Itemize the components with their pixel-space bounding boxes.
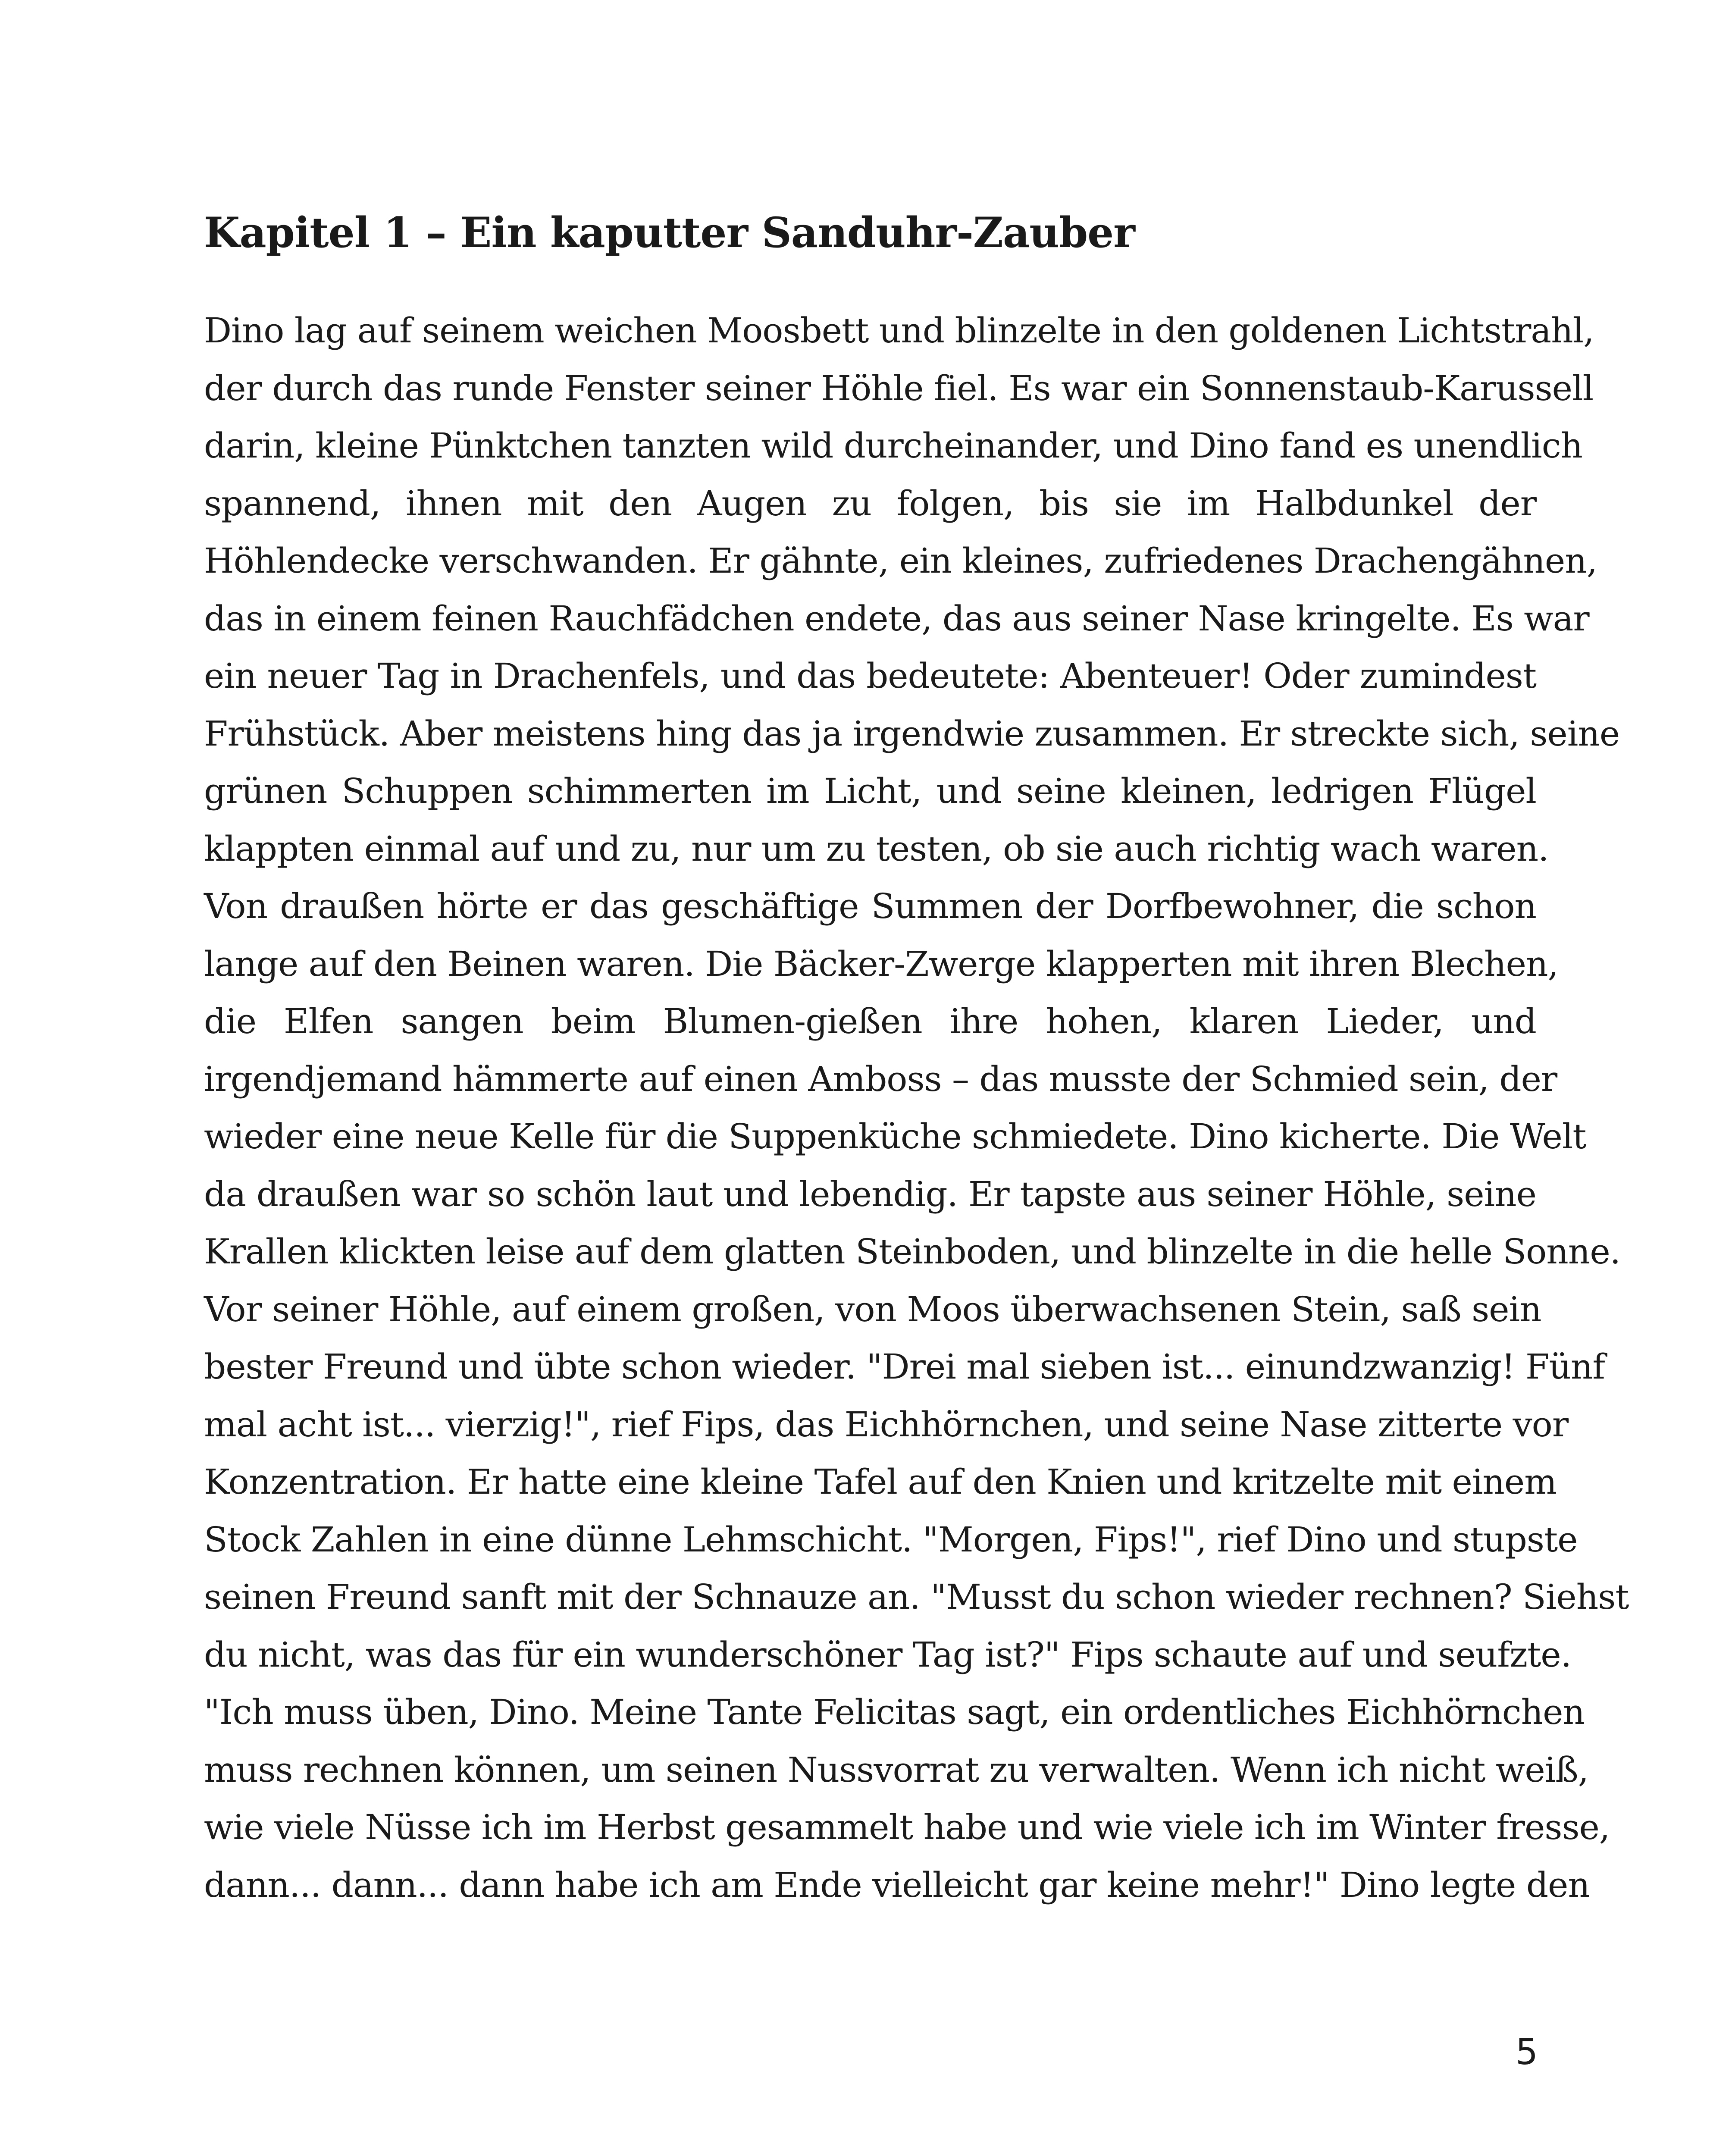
text-line: Frühstück. Aber meistens hing das ja irgendwie zusammen. Er streckte sich, seine <box>204 713 1620 754</box>
text-line: lange auf den Beinen waren. Die Bäcker-Zwerge klapperten mit ihren Blechen, <box>204 943 1558 984</box>
text-line: das in einem feinen Rauchfädchen endete, das aus seiner Nase kringelte. Es war <box>204 598 1589 639</box>
text-line: spannend, ihnen mit den Augen zu folgen, bis sie im Halbdunkel der <box>204 483 1536 523</box>
text-line: Von draußen hörte er das geschäftige Summen der Dorfbewohner, die schon <box>204 886 1536 926</box>
text-line: wie viele Nüsse ich im Herbst gesammelt habe und wie viele ich im Winter fresse, <box>204 1807 1610 1847</box>
text-line: bester Freund und übte schon wieder. "Drei mal sieben ist... einundzwanzig! Fünf <box>204 1347 1605 1387</box>
chapter-title: Kapitel 1 – Ein kaputter Sanduhr-Zauber <box>204 208 1135 257</box>
text-line: ein neuer Tag in Drachenfels, und das bedeutete: Abenteuer! Oder zumindest <box>204 656 1536 696</box>
text-line: du nicht, was das für ein wunderschöner Tag ist?" Fips schaute auf und seufzte. <box>204 1634 1571 1675</box>
page-number: 5 <box>1515 2032 1538 2073</box>
text-line: Dino lag auf seinem weichen Moosbett und blinzelte in den goldenen Lichtstrahl, <box>204 310 1594 351</box>
text-line: mal acht ist... vierzig!", rief Fips, das Eichhörnchen, und seine Nase zitterte vor <box>204 1404 1569 1445</box>
text-line: Krallen klickten leise auf dem glatten Steinboden, und blinzelte in die helle Sonne. <box>204 1232 1621 1272</box>
text-line: wieder eine neue Kelle für die Suppenküche schmiedete. Dino kicherte. Die Welt <box>204 1116 1586 1156</box>
text-line: grünen Schuppen schimmerten im Licht, und seine kleinen, ledrigen Flügel <box>204 771 1536 811</box>
text-line: irgendjemand hämmerte auf einen Amboss – das musste der Schmied sein, der <box>204 1059 1557 1099</box>
text-line: muss rechnen können, um seinen Nussvorrat zu verwalten. Wenn ich nicht weiß, <box>204 1749 1589 1790</box>
text-line: Stock Zahlen in eine dünne Lehmschicht. "Morgen, Fips!", rief Dino und stupste <box>204 1519 1578 1560</box>
text-line: dann... dann... dann habe ich am Ende vielleicht gar keine mehr!" Dino legte den <box>204 1865 1590 1905</box>
text-line: Konzentration. Er hatte eine kleine Tafel auf den Knien und kritzelte mit einem <box>204 1462 1557 1502</box>
text-line: klappten einmal auf und zu, nur um zu testen, ob sie auch richtig wach waren. <box>204 828 1549 869</box>
text-line: der durch das runde Fenster seiner Höhle fiel. Es war ein Sonnenstaub-Karussell <box>204 368 1594 408</box>
text-line: darin, kleine Pünktchen tanzten wild durcheinander, und Dino fand es unendlich <box>204 426 1583 466</box>
text-line: Höhlendecke verschwanden. Er gähnte, ein kleines, zufriedenes Drachengähnen, <box>204 541 1597 581</box>
text-line: da draußen war so schön laut und lebendig. Er tapste aus seiner Höhle, seine <box>204 1174 1536 1214</box>
text-line: seinen Freund sanft mit der Schnauze an. "Musst du schon wieder rechnen? Siehst <box>204 1577 1629 1617</box>
text-line: die Elfen sangen beim Blumen-gießen ihre hohen, klaren Lieder, und <box>204 1001 1536 1041</box>
text-line: Vor seiner Höhle, auf einem großen, von Moos überwachsenen Stein, saß sein <box>204 1289 1541 1329</box>
text-line: "Ich muss üben, Dino. Meine Tante Felicitas sagt, ein ordentliches Eichhörnchen <box>204 1692 1585 1732</box>
chapter-body-text <box>204 302 1629 1914</box>
